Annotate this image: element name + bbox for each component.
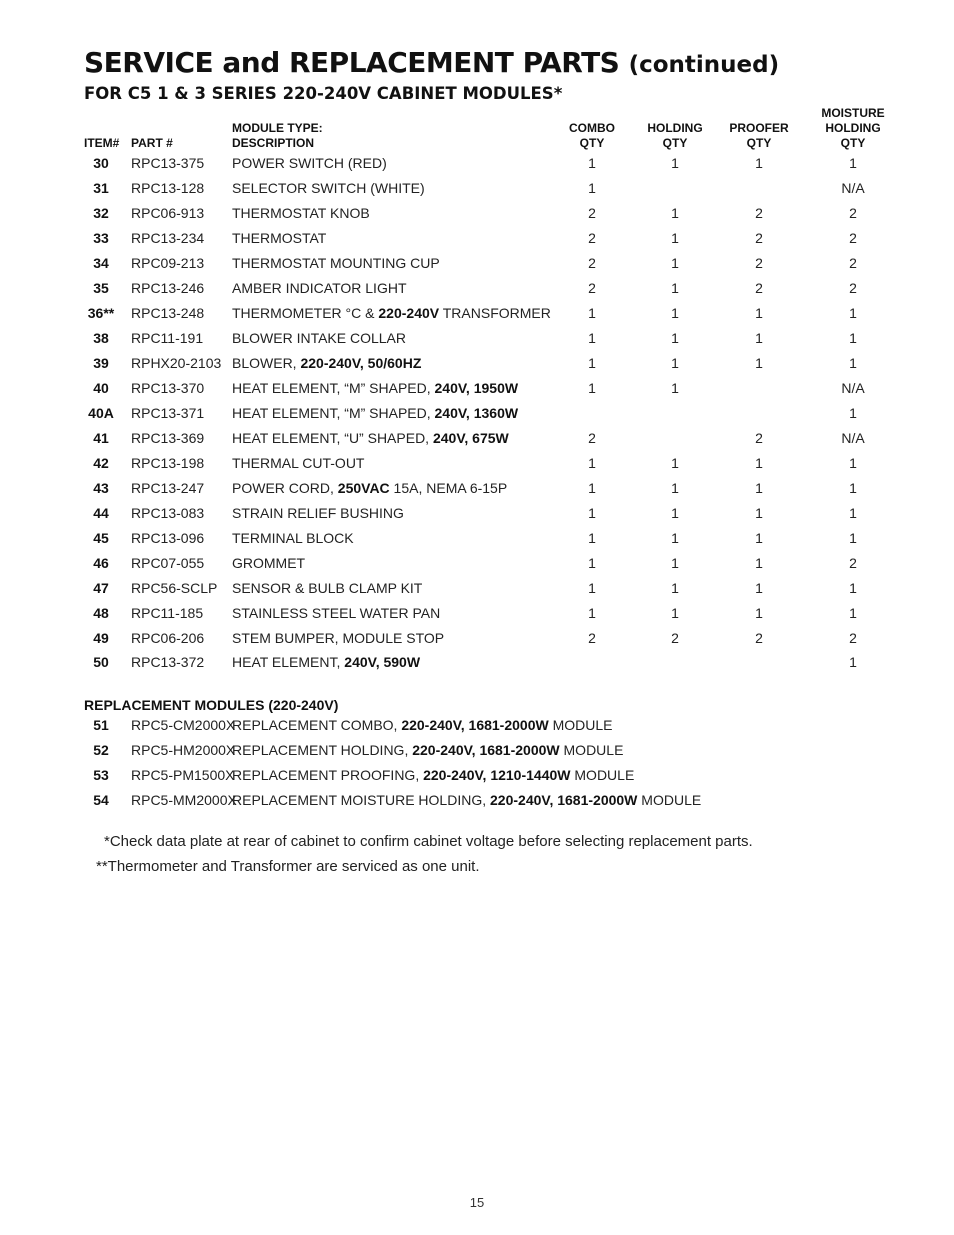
proofer-qty: 2 [755, 430, 763, 446]
moisture-qty: 1 [849, 580, 857, 596]
part-description: HEAT ELEMENT, “M” SHAPED, 240V, 1950W [232, 380, 519, 396]
part-number: RPC06-206 [131, 630, 205, 646]
table-row [0, 526, 954, 551]
part-number: RPC13-369 [131, 430, 205, 446]
item-number: 40A [88, 405, 114, 421]
moisture-qty: 1 [849, 605, 857, 621]
part-description: TERMINAL BLOCK [232, 530, 354, 546]
holding-qty: 2 [671, 630, 679, 646]
proofer-qty: 1 [755, 330, 763, 346]
header-moisture-line3: QTY [840, 136, 866, 150]
header-part: PART # [131, 136, 173, 150]
holding-qty: 1 [671, 580, 679, 596]
proofer-qty: 2 [755, 230, 763, 246]
header-item: ITEM# [84, 136, 120, 150]
header-proofer [729, 121, 788, 151]
part-number: RPC13-198 [131, 455, 205, 471]
table-row [0, 201, 954, 226]
table-row [0, 551, 954, 576]
item-number: 38 [93, 330, 109, 346]
part-description: THERMAL CUT-OUT [232, 455, 365, 471]
item-number: 45 [93, 530, 109, 546]
part-description: HEAT ELEMENT, “U” SHAPED, 240V, 675W [232, 430, 509, 446]
part-number: RPC5-MM2000X [131, 792, 237, 808]
holding-qty: 1 [671, 605, 679, 621]
item-number: 31 [93, 180, 109, 196]
header-moisture [821, 106, 884, 151]
footnote-thermometer: **Thermometer and Transformer are serviced as one unit. [96, 858, 480, 875]
header-desc-line1: MODULE TYPE: [232, 121, 323, 135]
title-continued: (continued) [628, 52, 780, 78]
combo-qty: 1 [588, 580, 596, 596]
holding-qty: 1 [671, 280, 679, 296]
header-combo [569, 121, 615, 151]
holding-qty: 1 [671, 230, 679, 246]
part-description: HEAT ELEMENT, “M” SHAPED, 240V, 1360W [232, 405, 519, 421]
table-row [0, 376, 954, 401]
moisture-qty: 1 [849, 305, 857, 321]
part-number: RPC07-055 [131, 555, 205, 571]
table-row [0, 326, 954, 351]
item-number: 53 [93, 767, 109, 783]
part-description: GROMMET [232, 555, 306, 571]
item-number: 49 [93, 630, 109, 646]
item-number: 46 [93, 555, 109, 571]
page-subtitle: FOR C5 1 & 3 SERIES 220-240V CABINET MODULES* [84, 84, 563, 103]
part-description: HEAT ELEMENT, 240V, 590W [232, 654, 421, 670]
holding-qty: 1 [671, 555, 679, 571]
header-moisture-line1: MOISTURE [821, 106, 885, 120]
table-row [0, 276, 954, 301]
header-combo-line1: COMBO [569, 121, 615, 135]
combo-qty: 1 [588, 530, 596, 546]
part-number: RPC11-191 [131, 330, 204, 346]
part-description: SELECTOR SWITCH (WHITE) [232, 180, 425, 196]
item-number: 52 [93, 742, 109, 758]
combo-qty: 1 [588, 505, 596, 521]
part-number: RPC13-371 [131, 405, 205, 421]
part-number: RPC13-083 [131, 505, 205, 521]
part-description: THERMOSTAT [232, 230, 327, 246]
moisture-qty: 2 [849, 630, 857, 646]
part-description: THERMOMETER °C & 220-240V TRANSFORMER [232, 305, 551, 321]
moisture-qty: 2 [849, 230, 857, 246]
holding-qty: 1 [671, 380, 679, 396]
part-description: BLOWER INTAKE COLLAR [232, 330, 407, 346]
item-number: 42 [93, 455, 109, 471]
header-moisture-line2: HOLDING [825, 121, 881, 135]
combo-qty: 2 [588, 255, 596, 271]
moisture-qty: 2 [849, 255, 857, 271]
moisture-qty: 1 [849, 155, 857, 171]
part-number: RPC13-096 [131, 530, 205, 546]
part-description: POWER CORD, 250VAC 15A, NEMA 6-15P [232, 480, 508, 496]
moisture-qty: 1 [849, 405, 857, 421]
header-desc [232, 121, 323, 151]
holding-qty: 1 [671, 530, 679, 546]
holding-qty: 1 [671, 305, 679, 321]
combo-qty: 2 [588, 630, 596, 646]
moisture-qty: 1 [849, 530, 857, 546]
module-description: REPLACEMENT PROOFING, 220-240V, 1210-1440W MODULE [232, 767, 635, 783]
item-number: 36** [87, 305, 115, 321]
page-number: 15 [469, 1195, 485, 1210]
item-number: 50 [93, 654, 109, 670]
proofer-qty: 1 [755, 530, 763, 546]
item-number: 33 [93, 230, 109, 246]
header-holding [647, 121, 702, 151]
item-number: 35 [93, 280, 109, 296]
combo-qty: 1 [588, 455, 596, 471]
header-holding-line2: QTY [662, 136, 688, 150]
item-number: 44 [93, 505, 109, 521]
combo-qty: 2 [588, 280, 596, 296]
header-desc-line2: DESCRIPTION [232, 136, 315, 150]
combo-qty: 2 [588, 430, 596, 446]
combo-qty: 1 [588, 555, 596, 571]
part-number: RPC56-SCLP [131, 580, 218, 596]
part-number: RPC5-HM2000X [131, 742, 236, 758]
table-row [0, 176, 954, 201]
table-row [0, 401, 954, 426]
combo-qty: 1 [588, 180, 596, 196]
item-number: 34 [93, 255, 109, 271]
proofer-qty: 1 [755, 155, 763, 171]
proofer-qty: 1 [755, 580, 763, 596]
header-proofer-line1: PROOFER [729, 121, 789, 135]
part-number: RPC13-128 [131, 180, 205, 196]
moisture-qty: 1 [849, 330, 857, 346]
table-row [0, 576, 954, 601]
part-number: RPC13-370 [131, 380, 205, 396]
moisture-qty: 1 [849, 355, 857, 371]
combo-qty: 2 [588, 205, 596, 221]
part-number: RPC13-375 [131, 155, 205, 171]
table-row [0, 626, 954, 651]
combo-qty: 1 [588, 155, 596, 171]
moisture-qty: N/A [841, 380, 865, 396]
part-number: RPC13-234 [131, 230, 205, 246]
footnote-voltage: *Check data plate at rear of cabinet to confirm cabinet voltage before selecting replacement parts. [104, 833, 753, 850]
part-number: RPC13-248 [131, 305, 205, 321]
table-row [0, 251, 954, 276]
item-number: 39 [93, 355, 109, 371]
moisture-qty: 2 [849, 555, 857, 571]
table-row [0, 226, 954, 251]
table-row [0, 351, 954, 376]
section-title-replacement-modules: REPLACEMENT MODULES (220-240V) [84, 697, 339, 713]
holding-qty: 1 [671, 205, 679, 221]
item-number: 51 [93, 717, 109, 733]
proofer-qty: 1 [755, 305, 763, 321]
page-title [84, 46, 779, 79]
proofer-qty: 1 [755, 605, 763, 621]
item-number: 32 [93, 205, 109, 221]
combo-qty: 1 [588, 355, 596, 371]
proofer-qty: 1 [755, 505, 763, 521]
moisture-qty: 1 [849, 455, 857, 471]
proofer-qty: 2 [755, 630, 763, 646]
part-description: STRAIN RELIEF BUSHING [232, 505, 404, 521]
part-description: THERMOSTAT KNOB [232, 205, 370, 221]
holding-qty: 1 [671, 505, 679, 521]
title-main: SERVICE and REPLACEMENT PARTS [84, 46, 620, 79]
holding-qty: 1 [671, 330, 679, 346]
module-description: REPLACEMENT COMBO, 220-240V, 1681-2000W MODULE [232, 717, 613, 733]
item-number: 30 [93, 155, 109, 171]
part-number: RPHX20-2103 [131, 355, 222, 371]
header-proofer-line2: QTY [746, 136, 772, 150]
module-description: REPLACEMENT MOISTURE HOLDING, 220-240V, 1681-2000W MODULE [232, 792, 702, 808]
combo-qty: 1 [588, 330, 596, 346]
moisture-qty: 1 [849, 505, 857, 521]
table-row [0, 426, 954, 451]
part-number: RPC13-246 [131, 280, 205, 296]
module-description: REPLACEMENT HOLDING, 220-240V, 1681-2000W MODULE [232, 742, 624, 758]
part-description: BLOWER, 220-240V, 50/60HZ [232, 355, 422, 371]
part-description: STEM BUMPER, MODULE STOP [232, 630, 445, 646]
proofer-qty: 1 [755, 555, 763, 571]
part-description: SENSOR & BULB CLAMP KIT [232, 580, 423, 596]
item-number: 40 [93, 380, 109, 396]
header-holding-line1: HOLDING [647, 121, 703, 135]
proofer-qty: 1 [755, 455, 763, 471]
moisture-qty: N/A [841, 180, 865, 196]
proofer-qty: 2 [755, 205, 763, 221]
table-row [0, 601, 954, 626]
combo-qty: 1 [588, 380, 596, 396]
holding-qty: 1 [671, 455, 679, 471]
table-row [0, 501, 954, 526]
part-number: RPC5-PM1500X [131, 767, 235, 783]
holding-qty: 1 [671, 255, 679, 271]
table-row [0, 650, 954, 675]
part-number: RPC11-185 [131, 605, 204, 621]
proofer-qty: 1 [755, 480, 763, 496]
combo-qty: 1 [588, 305, 596, 321]
proofer-qty: 2 [755, 255, 763, 271]
moisture-qty: 2 [849, 205, 857, 221]
holding-qty: 1 [671, 480, 679, 496]
list-item [0, 713, 954, 738]
moisture-qty: 1 [849, 654, 857, 670]
table-row [0, 301, 954, 326]
part-description: AMBER INDICATOR LIGHT [232, 280, 407, 296]
moisture-qty: 2 [849, 280, 857, 296]
list-item [0, 788, 954, 813]
moisture-qty: N/A [841, 430, 865, 446]
item-number: 54 [93, 792, 109, 808]
part-number: RPC13-372 [131, 654, 205, 670]
moisture-qty: 1 [849, 480, 857, 496]
table-row [0, 476, 954, 501]
part-number: RPC5-CM2000X [131, 717, 236, 733]
item-number: 43 [93, 480, 109, 496]
part-number: RPC06-913 [131, 205, 205, 221]
table-row [0, 451, 954, 476]
part-number: RPC13-247 [131, 480, 205, 496]
list-item [0, 763, 954, 788]
proofer-qty: 2 [755, 280, 763, 296]
proofer-qty: 1 [755, 355, 763, 371]
part-description: THERMOSTAT MOUNTING CUP [232, 255, 440, 271]
combo-qty: 2 [588, 230, 596, 246]
combo-qty: 1 [588, 480, 596, 496]
item-number: 41 [93, 430, 109, 446]
item-number: 47 [93, 580, 109, 596]
combo-qty: 1 [588, 605, 596, 621]
table-row [0, 151, 954, 176]
part-description: STAINLESS STEEL WATER PAN [232, 605, 441, 621]
header-combo-line2: QTY [579, 136, 605, 150]
part-description: POWER SWITCH (RED) [232, 155, 387, 171]
holding-qty: 1 [671, 355, 679, 371]
holding-qty: 1 [671, 155, 679, 171]
part-number: RPC09-213 [131, 255, 205, 271]
list-item [0, 738, 954, 763]
item-number: 48 [93, 605, 109, 621]
